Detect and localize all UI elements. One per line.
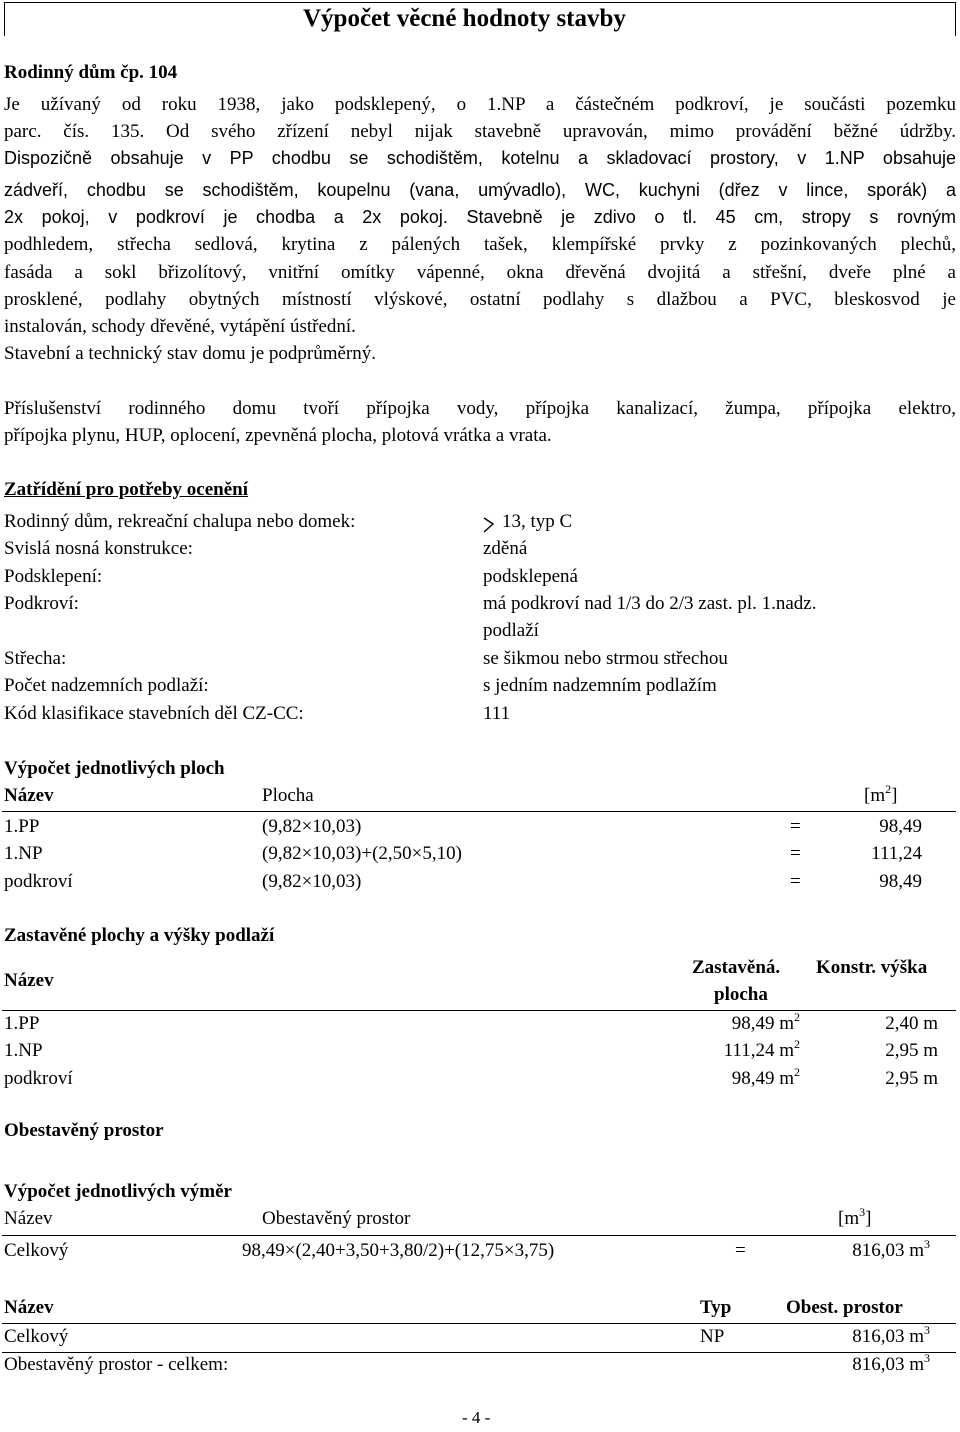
built-row-height: 2,40 m [885,1013,938,1034]
areas-heading: Výpočet jednotlivých ploch [4,758,225,779]
summary-col-name: Název [4,1297,54,1318]
built-heading: Zastavěné plochy a výšky podlaží [4,925,275,946]
built-row-area: 98,49 $m^2$ [731,1065,800,1089]
areas-col-unit: $[m^2]$ [864,782,898,806]
page-title: Výpočet věcné hodnoty stavby [303,5,626,32]
areas-row-value: 98,49 [879,871,922,892]
classification-value: se šikmou nebo strmou střechou [483,648,728,669]
built-row-height: 2,95 m [885,1068,938,1089]
summary-header-rule [2,1323,956,1324]
built-col-height: Konstr. výška [816,957,928,978]
areas-row-eq: = [790,871,801,892]
summary-col-type: Typ [700,1297,732,1318]
page-number: - 4 - [462,1408,491,1427]
areas-row-name: 1.PP [4,816,40,837]
summary-row-name: Celkový [4,1326,69,1347]
areas-row-name: podkroví [4,871,73,892]
classification-heading: Zatřídění pro potřeby ocenění [4,479,249,500]
built-row-name: podkroví [4,1068,73,1089]
areas-row-formula: (9,82×10,03)+(2,50×5,10) [262,843,462,864]
volume-col-name: Název [4,1208,53,1229]
condition-text: Stavební a technický stav domu je podprůměrný. [4,343,376,364]
classification-value: má podkroví nad 1/3 do 2/3 zast. pl. 1.nadz. [483,593,817,614]
areas-col-name: Název [4,785,54,806]
areas-row-formula: (9,82×10,03) [262,871,362,892]
arrow-icon [483,516,495,538]
built-row-area: 98,49 $m^2$ [731,1010,800,1034]
classification-value: s jedním nadzemním podlažím [483,675,717,696]
description-line: podhledem, střecha sedlová, krytina z pálených tašek, klempířské prvky z pozinkovaných plechů, [4,234,956,255]
built-header-rule [2,1010,956,1011]
description-line: zádveří, chodbu se schodištěm, koupelnu (vana, umývadlo), WC, kuchyni (dřez v lince, sporák) a [4,180,956,200]
summary-col-volume: Obest. prostor [786,1297,903,1318]
areas-row-name: 1.NP [4,843,43,864]
summary-total-rule [2,1352,956,1353]
title-box [4,2,956,36]
volume-row-name: Celkový [4,1240,69,1261]
description-line: prosklené, podlahy obytných místností vlýskové, ostatní podlahy s dlažbou a PVC, bleskosvod je [4,289,956,310]
summary-total-value: 816,03 $m^3$ [852,1351,930,1375]
volume-row-formula: 98,49×(2,40+3,50+3,80/2)+(12,75×3,75) [242,1240,555,1261]
built-row-name: 1.NP [4,1040,43,1061]
built-col-area: Zastavěná. [692,957,781,978]
description-line: 2x pokoj, v podkroví je chodba a 2x pokoj. Stavebně je zdivo o tl. 45 cm, stropy s rovným [4,207,956,227]
built-row-height: 2,95 m [885,1040,938,1061]
built-col-name: Název [4,970,54,991]
built-col-area: plocha [714,984,768,1005]
classification-label: Rodinný dům, rekreační chalupa nebo domek: [4,511,356,532]
areas-col-area: Plocha [262,785,314,806]
classification-value: zděná [483,538,528,559]
classification-label: Kód klasifikace stavebních děl CZ-CC: [4,703,304,724]
building-name: Rodinný dům čp. 104 [4,62,178,83]
areas-row-formula: (9,82×10,03) [262,816,362,837]
description-line: fasáda a sokl břizolítový, vnitřní omítky vápenné, okna dřevěná dvojitá a střešní, dveře plné a [4,262,956,283]
description-line: Je užívaný od roku 1938, jako podsklepený, o 1.NP a částečném podkroví, je součásti pozemku [4,94,956,115]
accessories-line: přípojka plynu, HUP, oplocení, zpevněná plocha, plotová vrátka a vrata. [4,425,552,446]
summary-total-label: Obestavěný prostor - celkem: [4,1354,229,1375]
volume-sub-heading: Výpočet jednotlivých výměr [4,1181,232,1202]
volume-row-eq: = [735,1240,746,1261]
classification-value: podlaží [483,620,539,641]
classification-value: 13, typ C [502,511,573,532]
accessories-line: Příslušenství rodinného domu tvoří přípojka vody, přípojka kanalizací, žumpa, přípojka elektro, [4,398,956,419]
volume-row-value: 816,03 $m^3$ [852,1237,930,1261]
classification-label: Střecha: [4,648,67,669]
classification-label: Počet nadzemních podlaží: [4,675,209,696]
areas-row-eq: = [790,816,801,837]
built-row-area: 111,24 $m^2$ [723,1037,800,1061]
classification-label: Podsklepení: [4,566,103,587]
description-line: parc. čís. 135. Od svého zřízení nebyl nijak stavebně upravován, mimo provádění běžné údržby. [4,121,956,142]
volume-col-unit: $[m^3]$ [838,1205,872,1229]
classification-label: Podkroví: [4,593,79,614]
volume-heading: Obestavěný prostor [4,1120,164,1141]
description-line: instalován, schody dřevěné, vytápění ústřední. [4,316,356,337]
areas-row-eq: = [790,843,801,864]
classification-value: podsklepená [483,566,578,587]
classification-label: Svislá nosná konstrukce: [4,538,193,559]
summary-row-value: 816,03 $m^3$ [852,1323,930,1347]
built-row-name: 1.PP [4,1013,40,1034]
areas-header-rule [2,811,956,812]
summary-row-type: NP [700,1326,725,1347]
areas-row-value: 98,49 [879,816,922,837]
description-line: Dispozičně obsahuje v PP chodbu se schodištěm, kotelnu a skladovací prostory, v 1.NP obsahuje [4,148,956,168]
classification-value: 111 [483,703,511,724]
areas-row-value: 111,24 [871,843,922,864]
volume-header-rule [2,1235,956,1236]
volume-col-volume: Obestavěný prostor [262,1208,411,1229]
